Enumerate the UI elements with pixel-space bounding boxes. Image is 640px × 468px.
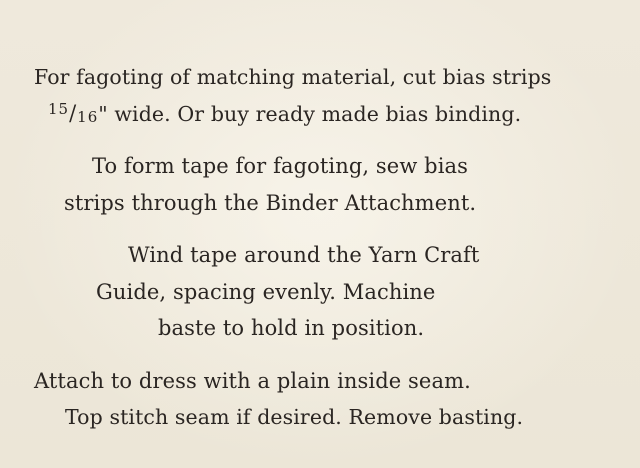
fraction-slash: / <box>69 101 78 125</box>
paragraph-4-line-1: Attach to dress with a plain inside seam. <box>34 369 471 393</box>
fraction-numerator: 5 <box>58 100 70 118</box>
fraction-one-and-five-sixteenths <box>48 100 99 126</box>
paragraph-2-line-1: To form tape for fagoting, sew bias <box>92 154 469 178</box>
paragraph-3-line-1: Wind tape around the Yarn Craft <box>128 243 480 267</box>
paragraph-3-line-3: baste to hold in position. <box>158 316 425 340</box>
paragraph-3-line-2: Guide, spacing evenly. Machine <box>96 280 436 304</box>
fraction-denominator: 16 <box>77 108 99 126</box>
paragraph-1-line-1: For fagoting of matching material, cut bias strips <box>34 65 552 89</box>
fraction-whole: 1 <box>48 100 59 118</box>
paragraph-2-line-2: strips through the Binder Attachment. <box>64 191 477 215</box>
paragraph-1-line-2-text: " wide. Or buy ready made bias binding. <box>98 102 522 126</box>
paragraph-4-line-2: Top stitch seam if desired. Remove basting. <box>65 405 524 429</box>
paragraph-1-line-2 <box>48 101 521 129</box>
